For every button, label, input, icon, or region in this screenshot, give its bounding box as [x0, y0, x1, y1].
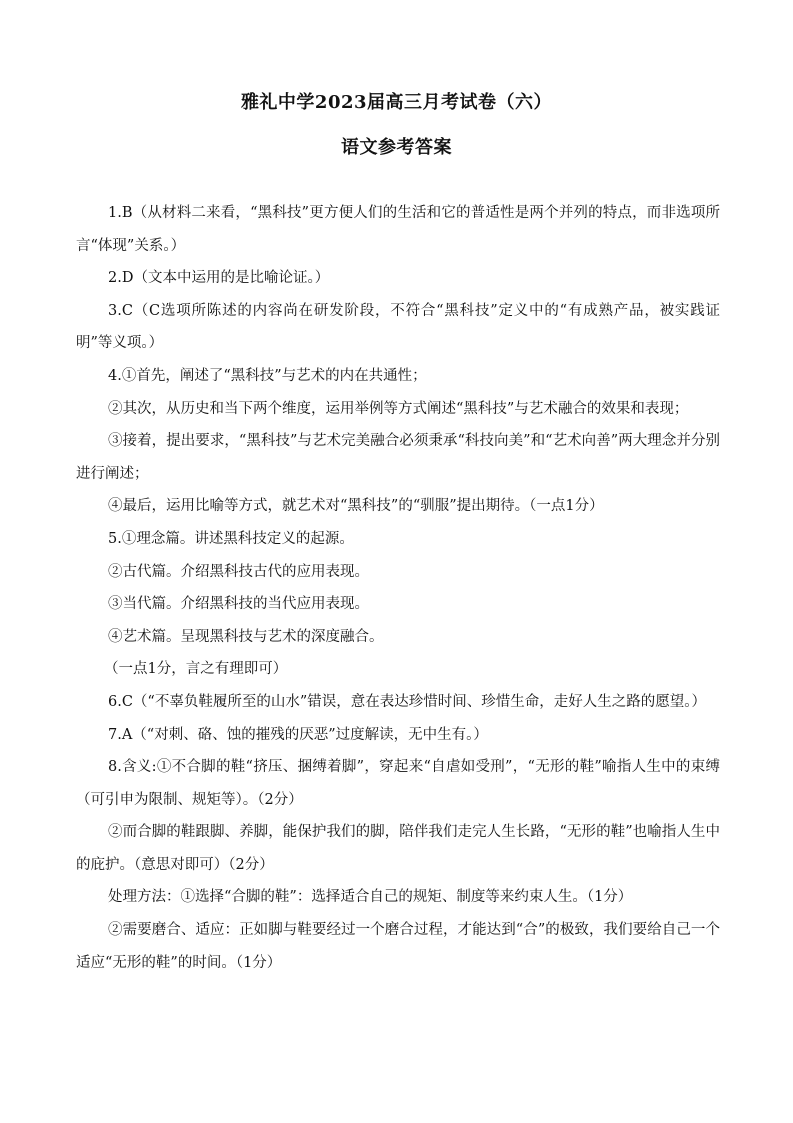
- answer-5-point-3: ③当代篇。介绍黑科技的当代应用表现。: [108, 596, 369, 613]
- answer-7: 7.A（“对刺、硌、蚀的摧残的厌恶”过度解读，无中生有。）: [108, 726, 488, 743]
- answer-8-method-1: 处理方法：①选择“合脚的鞋”：选择适合自己的规矩、制度等来约束人生。（1分）: [108, 889, 633, 906]
- answer-1: 1.B（从材料二来看，“黑科技”更方便人们的生活和它的普适性是两个并列的特点，而非选项所言“体现”关系。）: [76, 205, 720, 254]
- answer-4-point-4: ④最后，运用比喻等方式，就艺术对“黑科技”的“驯服”提出期待。（一点1分）: [108, 498, 604, 515]
- answer-5-point-4: ④艺术篇。呈现黑科技与艺术的深度融合。: [108, 628, 384, 645]
- answer-4-point-1: 4.①首先，阐述了“黑科技”与艺术的内在共通性；: [108, 367, 427, 384]
- answer-4-point-3: ③接着，提出要求，“黑科技”与艺术完美融合必须秉承“科技向美”和“艺术向善”两大理念并分别进行阐述；: [76, 433, 720, 482]
- answer-8-method-2: ②需要磨合、适应：正如脚与鞋要经过一个磨合过程，才能达到“合”的极致，我们要给自己一个适应“无形的鞋”的时间。（1分）: [76, 922, 720, 971]
- answer-5-point-2: ②古代篇。介绍黑科技古代的应用表现。: [108, 563, 369, 580]
- answer-6: 6.C（“不辜负鞋履所至的山水”错误，意在表达珍惜时间、珍惜生命，走好人生之路的愿望。）: [108, 693, 707, 710]
- document-subtitle: 语文参考答案: [341, 137, 452, 158]
- answer-5-point-1: 5.①理念篇。讲述黑科技定义的起源。: [108, 530, 354, 547]
- answer-8-meaning-2: ②而合脚的鞋跟脚、养脚，能保护我们的脚，陪伴我们走完人生长路，“无形的鞋”也喻指人生中的庇护。（意思对即可）（2分）: [76, 824, 720, 873]
- answer-2: 2.D（文本中运用的是比喻论证。）: [108, 270, 330, 287]
- answer-3: 3.C（C选项所陈述的内容尚在研发阶段，不符合“黑科技”定义中的“有成熟产品，被实践证明”等义项。）: [76, 302, 720, 352]
- document-title: 雅礼中学2023届高三月考试卷（六）: [240, 92, 553, 113]
- answer-body: [76, 197, 720, 979]
- answer-8-meaning-1: 8.含义:①不合脚的鞋“挤压、捆缚着脚”，穿起来“自虐如受刑”，“无形的鞋”喻指人生中的束缚（可引申为限制、规矩等）。（2分）: [76, 759, 720, 808]
- answer-4-point-2: ②其次，从历史和当下两个维度，运用举例等方式阐述“黑科技”与艺术融合的效果和表现；: [108, 400, 689, 417]
- answer-5-scoring-note: （一点1分，言之有理即可）: [104, 661, 288, 678]
